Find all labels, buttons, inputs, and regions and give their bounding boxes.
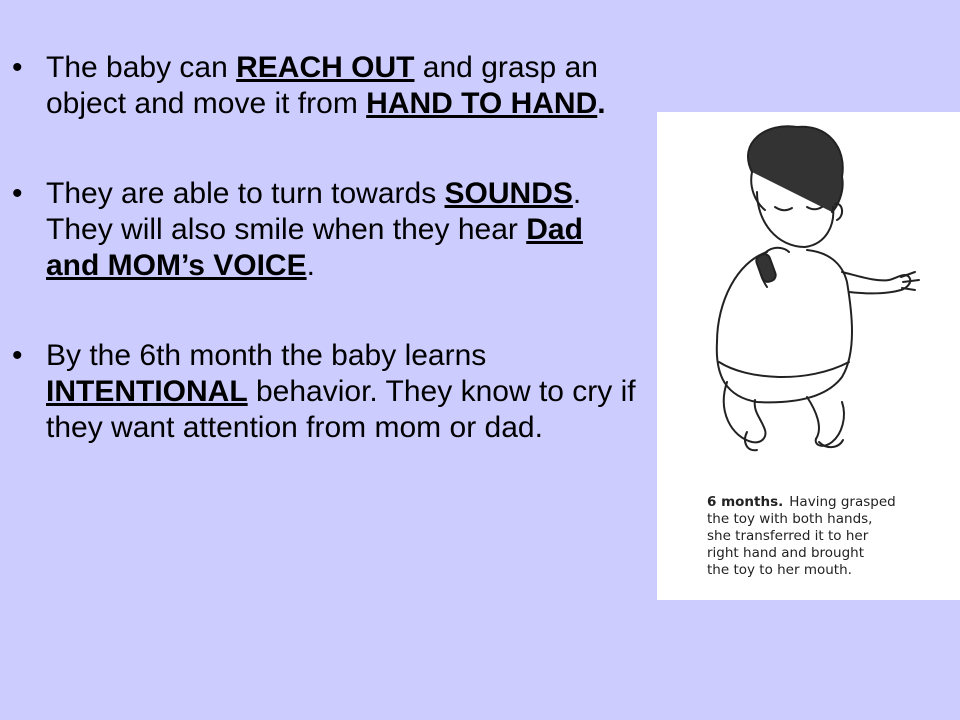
- caption-line-2: the toy with both hands,: [707, 511, 873, 527]
- caption-line-1: [707, 494, 955, 511]
- text-run: behavior. They know to cry if they want attention from mom or dad.: [46, 375, 636, 444]
- emphasis-reach-out: REACH OUT: [236, 51, 415, 84]
- text-run: and grasp an object and move it from: [46, 51, 598, 120]
- bullet-text: [46, 177, 583, 282]
- caption-line-5: the toy to her mouth.: [707, 562, 852, 578]
- bullet-item-reach-out: [0, 50, 640, 122]
- caption-line-4: right hand and brought: [707, 545, 865, 561]
- caption-label: 6 months.: [707, 494, 784, 510]
- text-run: . They will also smile when they hear: [46, 177, 582, 246]
- baby-figure: [657, 112, 960, 600]
- bullet-marker: •: [12, 51, 23, 84]
- figure-caption: [707, 494, 955, 579]
- text-run: By the 6th month the baby learns: [46, 339, 487, 372]
- text-run: .: [597, 87, 606, 120]
- emphasis-hand-to-hand: HAND TO HAND: [366, 87, 598, 120]
- caption-line-3: she transferred it to her: [707, 528, 869, 544]
- bullet-text: [46, 51, 606, 120]
- bullet-list: [0, 50, 640, 446]
- text-run: They are able to turn towards: [46, 177, 445, 210]
- bullet-text: [46, 339, 636, 444]
- bullet-item-sounds: [0, 176, 640, 284]
- bullet-marker: •: [12, 339, 23, 372]
- text-run: .: [306, 249, 315, 282]
- baby-illustration-icon: [657, 112, 960, 492]
- caption-text: Having grasped: [789, 494, 896, 510]
- text-run: The baby can: [46, 51, 237, 84]
- bullet-marker: •: [12, 177, 23, 210]
- bullet-item-intentional: [0, 338, 640, 446]
- emphasis-dad-mom-voice: Dad and MOM’s VOICE: [46, 213, 583, 282]
- emphasis-intentional: INTENTIONAL: [46, 375, 248, 408]
- emphasis-sounds: SOUNDS: [444, 177, 573, 210]
